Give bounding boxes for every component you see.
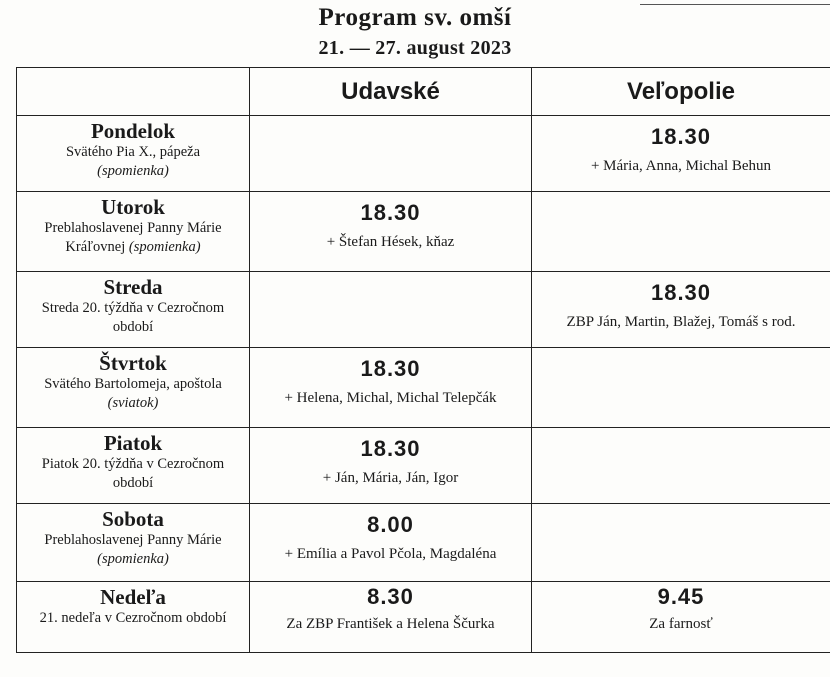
day-desc: Svätého Bartolomeja, apoštola [44, 376, 222, 392]
mass-time: 9.45 [657, 584, 705, 609]
day-desc: Streda 20. týždňa v Cezročnom [41, 300, 225, 316]
udavske-cell [250, 582, 532, 653]
mass-intention: ZBP Ján, Martin, Blažej, Tomáš s rod. [566, 314, 796, 330]
mass-time: 18.30 [650, 280, 712, 305]
mass-time: 18.30 [650, 124, 712, 149]
table-header-row [17, 68, 830, 116]
table-row [17, 582, 830, 653]
header-day [17, 68, 250, 116]
day-name: Piatok [103, 431, 163, 455]
day-desc-cont: Kráľovnej [65, 239, 126, 255]
udavske-cell [250, 116, 532, 192]
day-cell [17, 582, 250, 653]
mass-time: 18.30 [360, 356, 421, 381]
day-name: Štvrtok [99, 351, 167, 375]
mass-time: 8.00 [367, 512, 414, 537]
udavske-cell [250, 192, 532, 272]
day-rank: (spomienka) [97, 551, 169, 567]
table-row [17, 504, 830, 582]
day-cell [17, 504, 250, 582]
day-cell [17, 272, 250, 348]
day-desc-cont: období [112, 475, 154, 491]
mass-time: 18.30 [360, 200, 421, 225]
table-row [17, 348, 830, 428]
page-title: Program sv. omší [318, 4, 512, 31]
day-cell [17, 348, 250, 428]
mass-intention: + Emília a Pavol Pčola, Magdaléna [284, 546, 497, 562]
table-row [17, 116, 830, 192]
table-row [17, 428, 830, 504]
velopolie-cell [532, 348, 830, 428]
velopolie-cell [532, 582, 830, 653]
header-udavske: Udavské [250, 68, 532, 116]
day-desc: Preblahoslavenej Panny Márie [44, 532, 222, 548]
mass-schedule-table [16, 67, 830, 653]
udavske-cell [250, 428, 532, 504]
day-name: Sobota [102, 507, 164, 531]
day-desc: Preblahoslavenej Panny Márie [44, 220, 222, 236]
day-desc: Piatok 20. týždňa v Cezročnom [41, 456, 225, 472]
day-rank: (sviatok) [107, 395, 159, 411]
table-row [17, 192, 830, 272]
day-cell [17, 116, 250, 192]
mass-intention: + Ján, Mária, Ján, Igor [322, 470, 459, 486]
velopolie-cell [532, 504, 830, 582]
day-cell [17, 192, 250, 272]
udavske-cell [250, 504, 532, 582]
mass-time: 8.30 [367, 584, 414, 609]
velopolie-cell [532, 116, 830, 192]
date-range: 21. — 27. august 2023 [318, 37, 512, 59]
udavske-cell [250, 348, 532, 428]
mass-intention: + Helena, Michal, Michal Telepčák [284, 390, 497, 406]
mass-intention: + Štefan Hések, kňaz [326, 234, 455, 250]
velopolie-cell [532, 272, 830, 348]
mass-time: 18.30 [360, 436, 421, 461]
mass-intention: + Mária, Anna, Michal Behun [590, 158, 772, 174]
day-desc-cont: období [112, 319, 154, 335]
day-cell [17, 428, 250, 504]
mass-intention: Za farnosť [649, 616, 713, 632]
day-desc: 21. nedeľa v Cezročnom období [39, 610, 227, 626]
mass-intention: Za ZBP František a Helena Ščurka [286, 616, 495, 632]
table-row [17, 272, 830, 348]
day-name: Pondelok [90, 119, 176, 143]
velopolie-cell [532, 428, 830, 504]
header-velopolie: Veľopolie [532, 68, 830, 116]
day-rank: (spomienka) [97, 163, 169, 179]
day-desc: Svätého Pia X., pápeža [65, 144, 201, 160]
day-name: Nedeľa [100, 585, 166, 609]
velopolie-cell [532, 192, 830, 272]
day-name: Streda [103, 275, 163, 299]
day-name: Utorok [101, 195, 165, 219]
udavske-cell [250, 272, 532, 348]
day-rank: (spomienka) [128, 239, 201, 255]
